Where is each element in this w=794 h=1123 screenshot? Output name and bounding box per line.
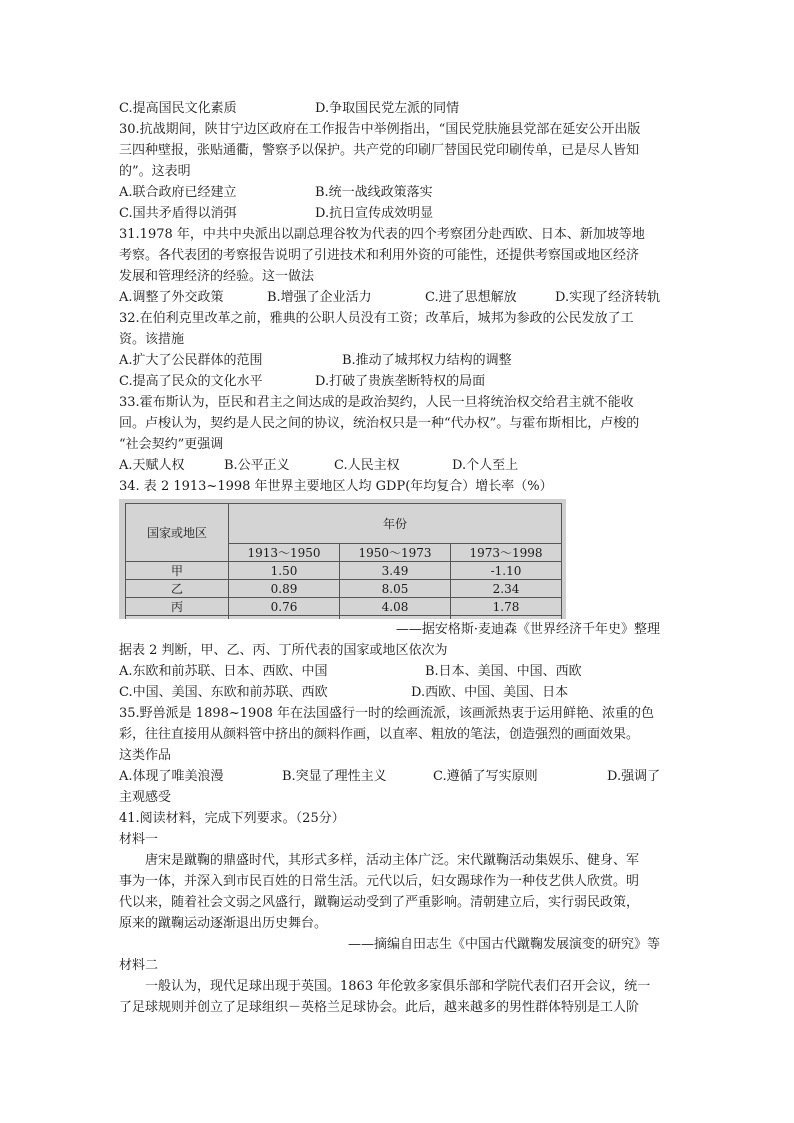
table-cell — [451, 616, 562, 620]
q35-option-d-wrap: 主观感受 — [119, 790, 172, 805]
q35-stem-line: 这类作品 — [119, 748, 172, 763]
q33-option-d[interactable]: D.个人至上 — [452, 458, 519, 473]
gdp-growth-table — [125, 503, 562, 619]
q30-stem-line: 三四种壁报，张贴通衢，警察予以保护。共产党的印刷厂替国民党印刷传单，已是尽人皆知 — [119, 143, 640, 158]
row-label — [126, 616, 229, 620]
material-1-line: 事为一体，并深入到市民百姓的日常生活。元代以后，妇女踢球作为一种伎艺供人欣赏。明 — [119, 874, 640, 889]
q30-option-d[interactable]: D.抗日宣传成效明显 — [315, 206, 434, 221]
q30-stem-line: 30.抗战期间，陕甘宁边区政府在工作报告中举例指出，“国民党肤施县党部在延安公开出版 — [119, 122, 641, 137]
q31-stem-line: 考察。各代表团的考察报告说明了引进技术和利用外资的可能性，还提供考察国或地区经济 — [119, 248, 640, 263]
q35-stem-line: 35.野兽派是 1898~1908 年在法国盛行一时的绘画流派，该画派热衷于运用鲜艳、浓重的色 — [119, 706, 654, 721]
q35-option-d[interactable]: D.强调了 — [607, 769, 661, 784]
table-cell: 1.50 — [229, 562, 340, 580]
table-cell: 3.49 — [340, 562, 451, 580]
row-label: 乙 — [126, 580, 229, 598]
row-label: 丙 — [126, 598, 229, 616]
table-row — [126, 616, 562, 620]
table-cell: 8.05 — [340, 580, 451, 598]
table-cell: 4.08 — [340, 598, 451, 616]
q32-option-a[interactable]: A.扩大了公民群体的范围 — [119, 353, 263, 368]
material-1-source: ——摘编自田志生《中国古代蹴鞠发展演变的研究》等 — [347, 937, 660, 952]
q33-option-c[interactable]: C.人民主权 — [334, 458, 400, 473]
table-row — [126, 562, 562, 580]
q31-option-a[interactable]: A.调整了外交政策 — [119, 290, 224, 305]
question-32 — [119, 308, 684, 392]
table-group-header: 年份 — [229, 504, 562, 544]
exam-page — [119, 98, 684, 1018]
material-1-line: 代以来，随着社会文弱之风盛行，蹴鞠运动受到了严重影响。清朝建立后，实行弱民政策， — [119, 895, 640, 910]
table-cell: 2.34 — [451, 580, 562, 598]
q31-stem-line: 发展和管理经济的经验。这一做法 — [119, 269, 315, 284]
q30-option-c[interactable]: C.国共矛盾得以消弭 — [119, 206, 237, 221]
question-31 — [119, 224, 684, 308]
period-header: 1950～1973 — [340, 544, 451, 562]
q41-title: 41.阅读材料，完成下列要求。（25分） — [119, 811, 345, 826]
question-30 — [119, 119, 684, 224]
q34-caption: 34. 表 2 1913~1998 年世界主要地区人均 GDP(年均复合）增长率（%） — [119, 479, 553, 494]
q35-option-a[interactable]: A.体现了唯美浪漫 — [119, 769, 224, 784]
table-photo — [119, 499, 566, 619]
q34-option-d[interactable]: D.西欧、中国、美国、日本 — [411, 685, 569, 700]
q32-option-c[interactable]: C.提高了民众的文化水平 — [119, 374, 263, 389]
q34-option-b[interactable]: B.日本、美国、中国、西欧 — [425, 664, 582, 679]
q32-option-b[interactable]: B.推动了城邦权力结构的调整 — [342, 353, 512, 368]
question-33 — [119, 392, 684, 476]
q30-stem-line: 的”。这表明 — [119, 164, 191, 179]
material-2-line: 了足球规则并创立了足球组织－英格兰足球协会。此后，越来越多的男性群体特别是工人阶 — [119, 1000, 640, 1015]
question-34 — [119, 476, 684, 703]
q35-option-b[interactable]: B.突显了理性主义 — [282, 769, 387, 784]
table-row — [126, 580, 562, 598]
q33-stem-line: “社会契约”更强调 — [119, 437, 224, 452]
period-header: 1973～1998 — [451, 544, 562, 562]
q31-option-c[interactable]: C.进了思想解放 — [425, 290, 517, 305]
q34-option-a[interactable]: A.东欧和前苏联、日本、西欧、中国 — [119, 664, 328, 679]
table-cell: 0.76 — [229, 598, 340, 616]
q29-options — [119, 98, 684, 119]
q31-option-b[interactable]: B.增强了企业活力 — [267, 290, 372, 305]
q34-source: ——据安格斯·麦迪森《世界经济千年史》整理 — [395, 622, 660, 637]
question-41 — [119, 808, 684, 1018]
table-row — [126, 598, 562, 616]
table-cell — [340, 616, 451, 620]
q33-stem-line: 33.霍布斯认为，臣民和君主之间达成的是政治契约，人民一旦将统治权交给君主就不能收 — [119, 395, 634, 410]
q35-option-c[interactable]: C.遵循了写实原则 — [433, 769, 538, 784]
q35-stem-line: 彩，往往直接用从颜料管中挤出的颜料作画，以直率、粗放的笔法，创造强烈的画面效果。 — [119, 727, 640, 742]
material-1-label: 材料一 — [119, 832, 159, 847]
material-2-label: 材料二 — [119, 958, 159, 973]
material-2-line: 一般认为，现代足球出现于英国。1863 年伦敦多家俱乐部和学院代表们召开会议，统一 — [145, 979, 651, 994]
q32-option-d[interactable]: D.打破了贵族垄断特权的局面 — [315, 374, 486, 389]
table-cell: 0.89 — [229, 580, 340, 598]
table-cell: 1.78 — [451, 598, 562, 616]
material-1-line: 原来的蹴鞠运动逐渐退出历史舞台。 — [119, 916, 328, 931]
q31-option-d[interactable]: D.实现了经济转轨 — [555, 290, 661, 305]
q30-option-b[interactable]: B.统一战线政策落实 — [315, 185, 433, 200]
row-label: 甲 — [126, 562, 229, 580]
question-35 — [119, 703, 684, 808]
q34-question: 据表 2 判断，甲、乙、丙、丁所代表的国家或地区依次为 — [119, 643, 448, 658]
q31-stem-line: 31.1978 年，中共中央派出以副总理谷牧为代表的四个考察团分赴西欧、日本、新加坡等地 — [119, 227, 645, 242]
q32-stem-line: 32.在伯利克里改革之前，雅典的公职人员没有工资；改革后，城邦为参政的公民发放了工 — [119, 311, 634, 326]
period-header: 1913～1950 — [229, 544, 340, 562]
table-corner-header: 国家或地区 — [126, 504, 229, 562]
q34-option-c[interactable]: C.中国、美国、东欧和前苏联、西欧 — [119, 685, 328, 700]
q29-option-c[interactable]: C.提高国民文化素质 — [119, 101, 237, 116]
material-1-line: 唐宋是蹴鞠的鼎盛时代，其形式多样，活动主体广泛。宋代蹴鞠活动集娱乐、健身、军 — [145, 853, 640, 868]
q33-option-a[interactable]: A.天赋人权 — [119, 458, 185, 473]
table-cell — [229, 616, 340, 620]
q33-option-b[interactable]: B.公平正义 — [224, 458, 290, 473]
q33-stem-line: 回。卢梭认为，契约是人民之间的协议，统治权只是一种“代办权”。与霍布斯相比，卢梭的 — [119, 416, 640, 431]
q32-stem-line: 资。该措施 — [119, 332, 185, 347]
q29-option-d[interactable]: D.争取国民党左派的同情 — [315, 101, 460, 116]
table-cell: -1.10 — [451, 562, 562, 580]
q30-option-a[interactable]: A.联合政府已经建立 — [119, 185, 237, 200]
